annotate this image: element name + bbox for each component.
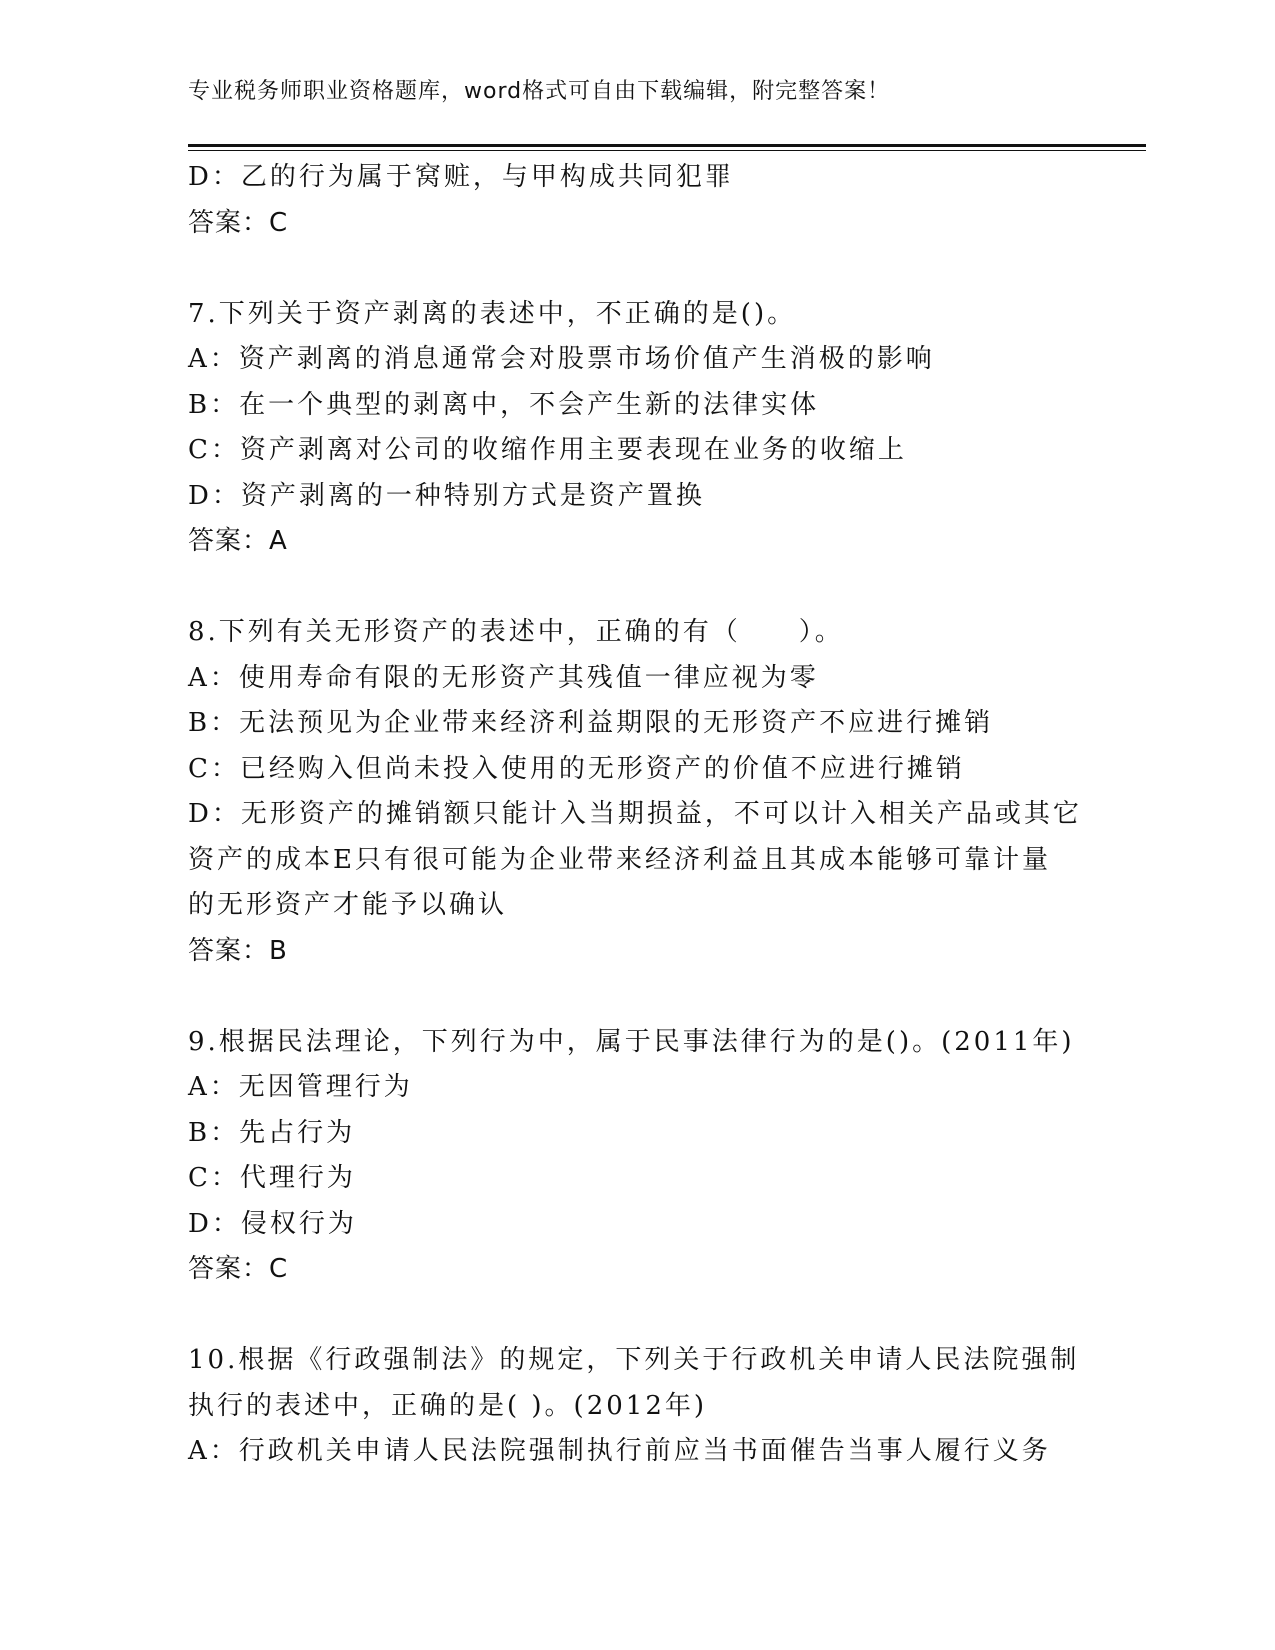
q9-option-d: D：侵权行为 — [188, 1208, 357, 1239]
q9-option-a: A：无因管理行为 — [188, 1072, 413, 1102]
q10-question-line2: 执行的表述中，正确的是( )。(2012年) — [188, 1390, 708, 1421]
q7-option-c: C：资产剥离对公司的收缩作用主要表现在业务的收缩上 — [188, 435, 907, 465]
q8-option-d-line3: 的无形资产才能予以确认 — [188, 890, 508, 920]
q8-option-d-line1: D：无形资产的摊销额只能计入当期损益，不可以计入相关产品或其它 — [188, 799, 1082, 829]
q8-option-b: B：无法预见为企业带来经济利益期限的无形资产不应进行摊销 — [188, 708, 994, 738]
q8-option-c: C：已经购入但尚未投入使用的无形资产的价值不应进行摊销 — [188, 753, 965, 784]
q10-option-a: A：行政机关申请人民法院强制执行前应当书面催告当事人履行义务 — [188, 1436, 1051, 1466]
q7-option-a: A：资产剥离的消息通常会对股票市场价值产生消极的影响 — [188, 344, 935, 374]
q8-question: 8.下列有关无形资产的表述中，正确的有（ ）。 — [188, 617, 844, 647]
q8-answer: 答案：B — [188, 935, 288, 966]
q9-option-c: C：代理行为 — [188, 1163, 356, 1193]
spacer — [188, 974, 1088, 1020]
header-divider — [188, 144, 1146, 147]
q9-answer: 答案：C — [188, 1254, 289, 1284]
q8-option-a: A：使用寿命有限的无形资产其残值一律应视为零 — [188, 662, 819, 693]
q7-question: 7.下列关于资产剥离的表述中，不正确的是()。 — [188, 298, 797, 329]
q10-question-line1: 10.根据《行政强制法》的规定，下列关于行政机关申请人民法院强制 — [188, 1345, 1080, 1375]
spacer — [188, 246, 1088, 292]
question-content — [188, 155, 1088, 1475]
spacer — [188, 565, 1088, 611]
q7-option-d: D：资产剥离的一种特别方式是资产置换 — [188, 480, 705, 511]
prev-answer: 答案：C — [188, 207, 289, 238]
q7-answer: 答案：A — [188, 526, 288, 556]
page-header: 专业税务师职业资格题库，word格式可自由下载编辑，附完整答案！ — [188, 79, 891, 104]
q8-option-d-line2: 资产的成本E只有很可能为企业带来经济利益且其成本能够可靠计量 — [188, 844, 1051, 875]
q7-option-b: B：在一个典型的剥离中，不会产生新的法律实体 — [188, 389, 820, 420]
prev-option-d: D：乙的行为属于窝赃，与甲构成共同犯罪 — [188, 162, 734, 192]
q9-option-b: B：先占行为 — [188, 1117, 356, 1148]
spacer — [188, 1293, 1088, 1339]
q9-question: 9.根据民法理论，下列行为中，属于民事法律行为的是()。(2011年) — [188, 1026, 1075, 1057]
